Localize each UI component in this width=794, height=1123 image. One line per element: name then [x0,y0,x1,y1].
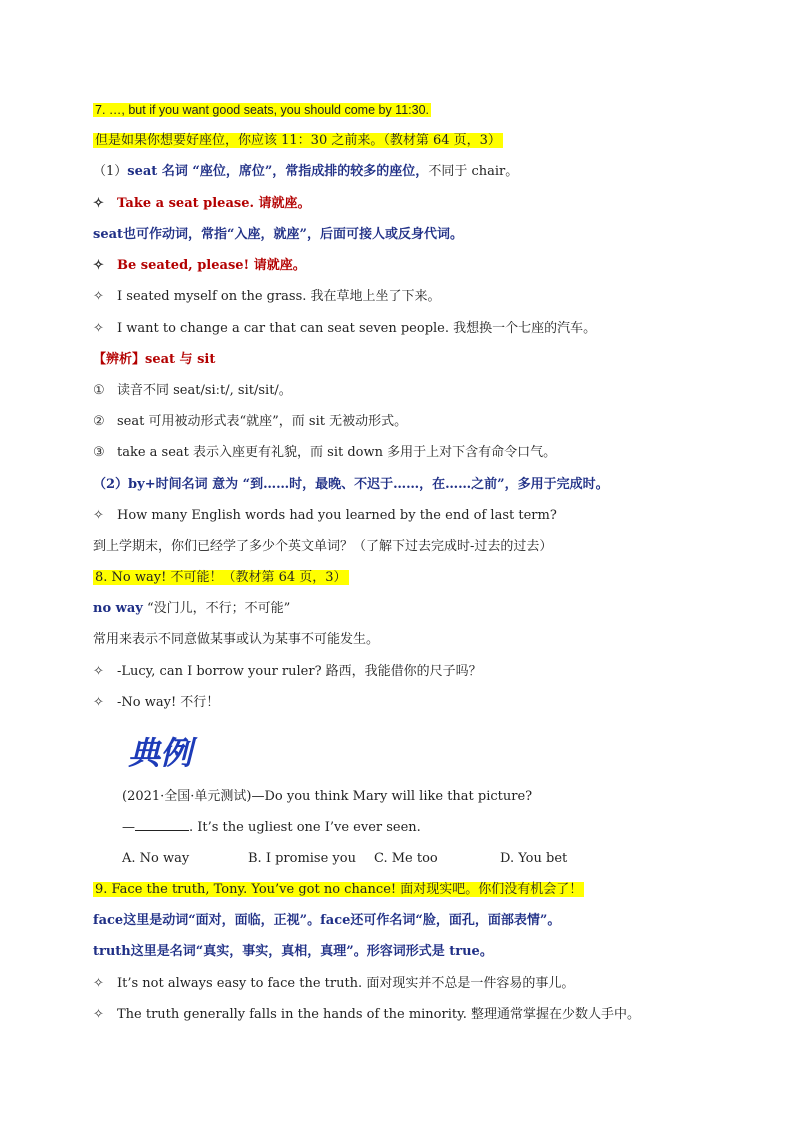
analysis-point-1: ① 读音不同 seat/siːt/, sit/sit/。 [93,383,292,398]
diamond-bullet-icon: ✧ [93,289,104,304]
example-by-end-of-term: ✧ How many English words had you learned by the end of last term? [93,506,557,526]
answer-blank [135,818,189,831]
diamond-bullet-icon: ✧ [93,664,104,679]
item7-heading-zh: 但是如果你想要好座位，你应该 11：30 之前来。（教材第 64 页，3） [95,133,501,148]
example-borrow-ruler: ✧ -Lucy, can I borrow your ruler? 路西，我能借你的尺子吗？ [93,662,482,682]
example-no-way: ✧ -No way! 不行！ [93,693,219,713]
diamond-bullet-icon: ✧ [93,508,104,523]
typical-example-logo-icon [126,730,200,772]
option-a: A. No way [122,851,190,866]
diamond-bullet-icon: ✧ [93,196,104,211]
diamond-bullet-icon: ✧ [93,976,104,991]
exercise-answer-line: — . It’s the ugliest one I’ve ever seen. [122,820,421,835]
option-b: B. I promise you [248,851,356,866]
example-take-a-seat: ✧ Take a seat please. 请就座。 [93,194,311,214]
example-seat-seven: ✧ I want to change a car that can seat seven people. 我想换一个七座的汽车。 [93,319,596,339]
option-c: C. Me too [374,851,438,866]
no-way-term: no way “没门儿，不行；不可能” [93,601,291,616]
example-be-seated: ✧ Be seated, please! 请就座。 [93,256,306,276]
face-note: face这里是动词“面对，面临，正视”。face还可作名词“脸，面孔，面部表情”。 [93,913,561,928]
exercise-question: (2021·全国·单元测试)—Do you think Mary will like that picture? [122,789,533,804]
example-by-end-of-term-zh: 到上学期末，你们已经学了多少个英文单词？（了解下过去完成时-过去的过去） [93,539,553,554]
item7-note1: （1）seat 名词 “座位，席位”，常指成排的较多的座位，不同于 chair。 [93,164,519,179]
example-face-truth: ✧ It’s not always easy to face the truth. 面对现实并不总是一件容易的事儿。 [93,974,574,994]
seat-verb-note: seat也可作动词，常指“入座，就座”，后面可接人或反身代词。 [93,227,463,242]
option-d: D. You bet [500,851,568,866]
analysis-title: 【辨析】seat 与 sit [93,352,216,367]
diamond-bullet-icon: ✧ [93,1007,104,1022]
item7-note2: （2）by+时间名词 意为 “到……时，最晚、不迟于……，在……之前”，多用于完成时。 [93,477,609,492]
diamond-bullet-icon: ✧ [93,321,104,336]
diamond-bullet-icon: ✧ [93,695,104,710]
item8-heading: 8. No way! 不可能！（教材第 64 页，3） [95,570,347,585]
truth-note: truth这里是名词“真实，事实，真相，真理”。形容词形式是 true。 [93,944,493,959]
example-seated-myself: ✧ I seated myself on the grass. 我在草地上坐了下来。 [93,287,441,307]
item9-heading: 9. Face the truth, Tony. You’ve got no chance! 面对现实吧。你们没有机会了！ [95,882,583,897]
diamond-bullet-icon: ✧ [93,258,104,273]
item7-heading-en: 7. …, but if you want good seats, you should come by 11:30. [95,103,429,117]
analysis-point-2: ② seat 可用被动形式表“就座”，而 sit 无被动形式。 [93,414,408,429]
example-truth-minority: ✧ The truth generally falls in the hands of the minority. 整理通常掌握在少数人手中。 [93,1005,640,1025]
exercise-options [122,849,567,869]
logo-text: 典例 [128,734,193,772]
analysis-point-3: ③ take a seat 表示入座更有礼貌，而 sit down 多用于上对下含有命令口气。 [93,445,557,460]
no-way-usage: 常用来表示不同意做某事或认为某事不可能发生。 [93,632,380,647]
